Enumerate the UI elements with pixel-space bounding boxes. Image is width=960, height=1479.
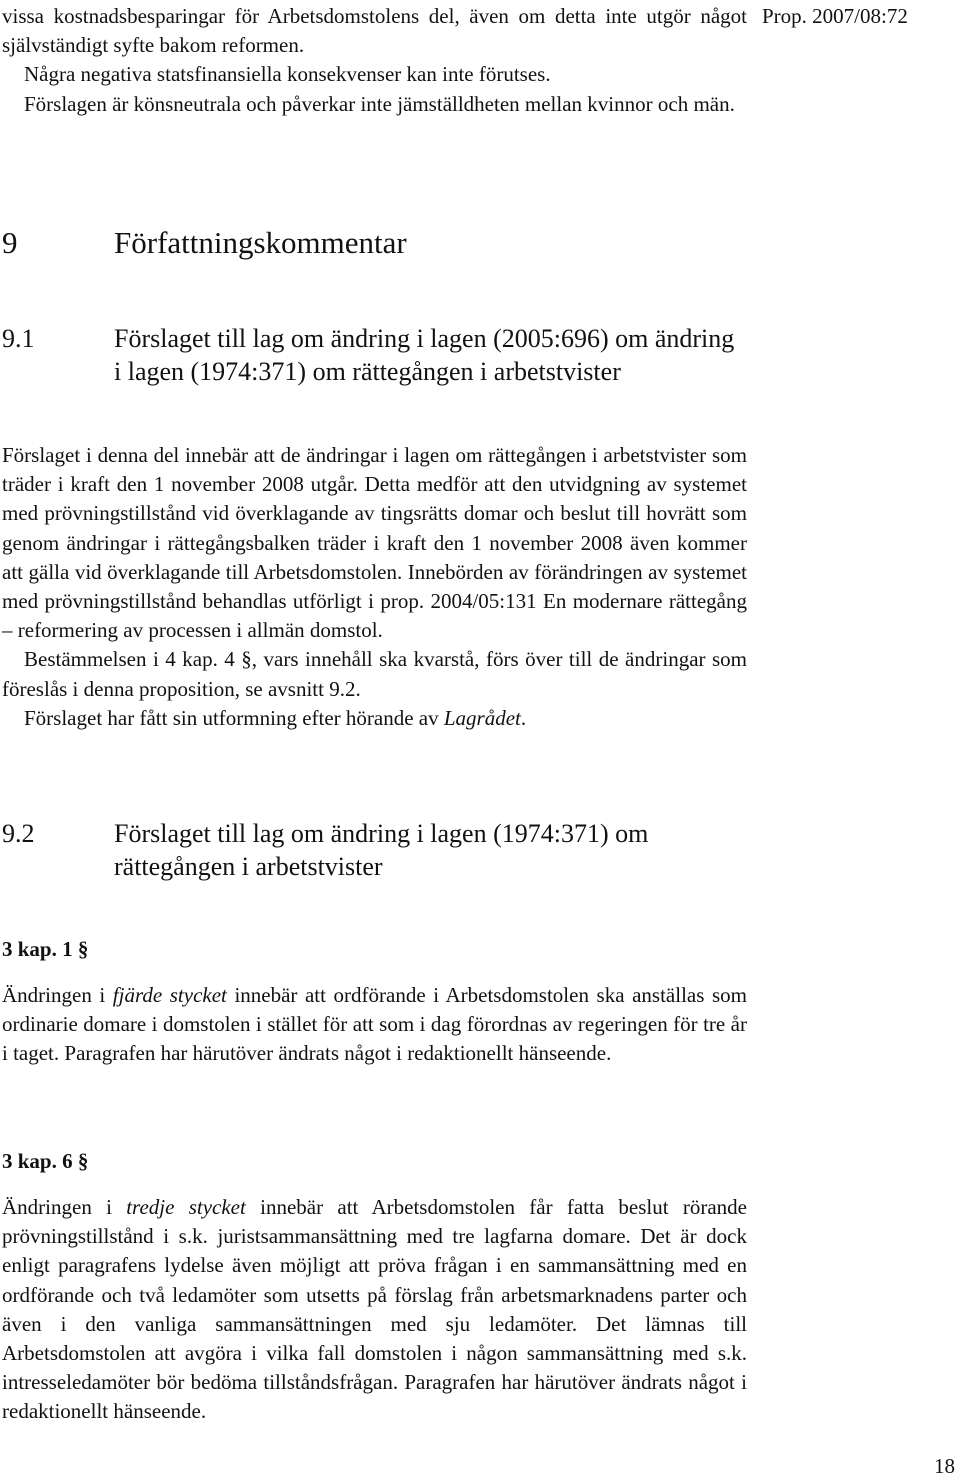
section-9-1-number: 9.1 bbox=[2, 324, 35, 353]
section-9-1-heading bbox=[2, 322, 747, 388]
section-9-1-title: Förslaget till lag om ändring i lagen (2005:696) om ändring i lagen (1974:371) om rättegången i arbetstvister bbox=[114, 324, 735, 386]
tredje-stycket-emphasis: tredje stycket bbox=[126, 1195, 246, 1219]
section-9-1-paragraph-3-text: Förslaget har fått sin utformning efter hörande av bbox=[24, 705, 444, 730]
paragraph-3-1-text bbox=[2, 981, 747, 1069]
intro-paragraph-3: Förslagen är könsneutrala och påverkar inte jämställdheten mellan kvinnor och män. bbox=[24, 91, 735, 116]
chapter-title: Författningskommentar bbox=[114, 225, 407, 260]
section-9-1-body bbox=[2, 441, 747, 733]
intro-block bbox=[2, 2, 747, 119]
paragraph-heading-3-6: 3 kap. 6 § bbox=[2, 1149, 89, 1173]
chapter-number: 9 bbox=[2, 225, 18, 260]
paragraph-3-1-body bbox=[2, 981, 747, 1069]
fjarde-stycket-emphasis: fjärde stycket bbox=[112, 983, 227, 1007]
paragraph-3-6-text bbox=[2, 1193, 747, 1427]
paragraph-3-1-lead: Ändringen i bbox=[2, 983, 113, 1007]
intro-paragraph-1: vissa kostnadsbesparingar för Arbetsdomstolens del, även om detta inte utgör något självständigt syfte bakom reformen. bbox=[2, 4, 747, 58]
page-number: 18 bbox=[934, 1454, 955, 1478]
section-9-2-number: 9.2 bbox=[2, 819, 35, 848]
section-9-2-heading bbox=[2, 817, 747, 883]
paragraph-3-6-lead: Ändringen i bbox=[2, 1195, 127, 1219]
lagradet-emphasis: Lagrådet bbox=[443, 705, 521, 730]
section-9-2-title: Förslaget till lag om ändring i lagen (1974:371) om rättegången i arbetstvister bbox=[114, 819, 649, 881]
proposition-reference: Prop. 2007/08:72 bbox=[762, 4, 908, 28]
paragraph-3-6-tail: innebär att Arbetsdomstolen får fatta beslut rörande prövningstillstånd i s.k. juristsammansättning med tre lagfarna domare. Det är dock enligt paragrafens lydelse även möjligt att pröva frågan i en sammansättning med en ordförande och två ledamöter som utsetts på förslag från arbetsmarknadens parter och även i den vanliga sammansättningen med sju ledamöter. Det lämnas till Arbetsdomstolen att avgöra i vilka fall domstolen i någon sammansättning med s.k. intresseledamöter bör bedöma tillståndsfrågan. Paragrafen har härutöver ändrats något i redaktionellt hänseende. bbox=[2, 1195, 748, 1424]
section-9-1-paragraph-1: Förslaget i denna del innebär att de ändringar i lagen om rättegången i arbetstvister som träder i kraft den 1 november 2008 utgår. Detta medför att den utvidgning av systemet med prövningstillstånd vid överklagande av tingsrätts domar och beslut till hovrätt som genom ändringar i rättegångsbalken träder i kraft den 1 november 2008 även kommer att gälla vid överklagande till Arbetsdomstolen. Innebörden av förändringen av systemet med prövningstillstånd behandlas utförligt i prop. 2004/05:131 En modernare rättegång – reformering av processen i allmän domstol. bbox=[2, 443, 747, 643]
section-9-1-paragraph-3 bbox=[2, 704, 747, 733]
paragraph-heading-3-1: 3 kap. 1 § bbox=[2, 937, 89, 961]
chapter-heading bbox=[2, 224, 407, 262]
paragraph-3-6-body bbox=[2, 1193, 747, 1427]
section-9-1-paragraph-2: Bestämmelsen i 4 kap. 4 §, vars innehåll ska kvarstå, förs över till de ändringar som föreslås i denna proposition, se avsnitt 9.2. bbox=[2, 647, 747, 701]
section-9-1-paragraph-3-end: . bbox=[520, 705, 527, 730]
intro-paragraph-2: Några negativa statsfinansiella konsekvenser kan inte förutses. bbox=[24, 62, 551, 87]
paragraph-3-1-tail: innebär att ordförande i Arbetsdomstolen ska anställas som ordinarie domare i domstolen i stället för att som i dag förordnas av regeringen för tre år i taget. Paragrafen har härutöver ändrats något i redaktionellt hänseende. bbox=[2, 983, 747, 1066]
